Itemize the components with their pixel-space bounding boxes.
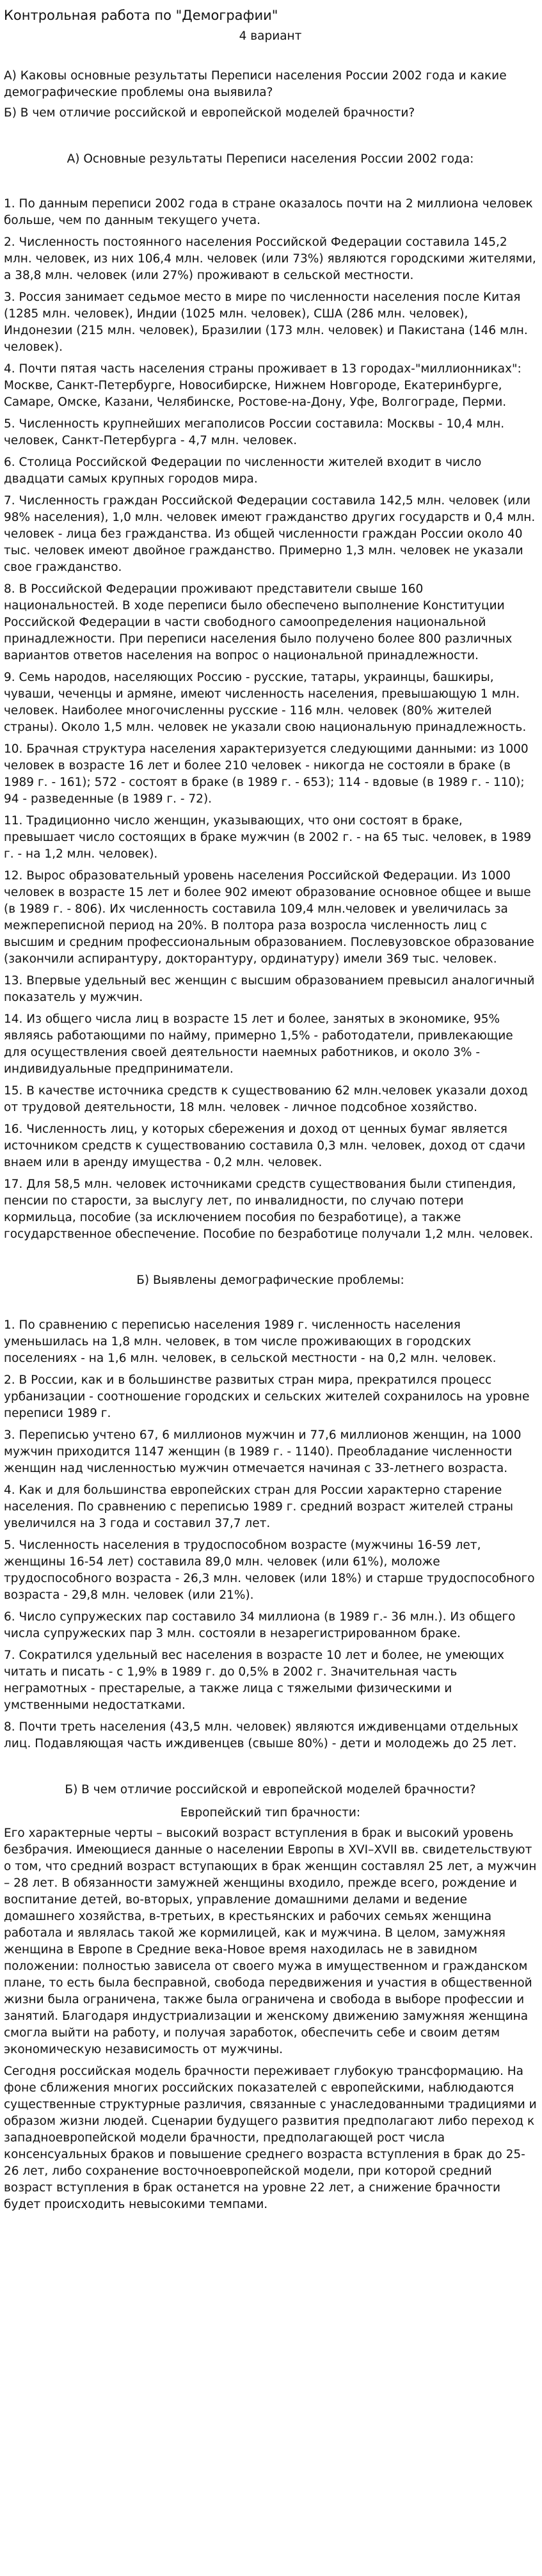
marriage-models-text	[4, 1825, 537, 2213]
problem-item: 2. В России, как и в большинстве развитых стран мира, прекратился процесс урбанизации - соотношение городских и сельских жителей сохранилось на уровне переписи 1989 г.	[4, 1373, 530, 1420]
section-b-problems-heading: Б) Выявлены демографические проблемы:	[136, 1274, 404, 1287]
european-type-subheading: Европейский тип брачности:	[180, 1806, 361, 1820]
document-title: Контрольная работа по "Демографии"	[4, 8, 278, 23]
text-paragraph: Сегодня российская модель брачности переживает глубокую трансформацию. На фоне сближения многих российских показателей с европейскими, наблюдаются существенные структурные различия, связанные с унаследованными традициями и образом жизни людей. Сценарии будущего развития предполагают либо переход к западноевропейской модели брачности, предполагающей рост числа консенсуальных браков и повышение среднего возраста вступления в брак до 25-26 лет, либо сохранение восточноевропейской модели, при которой средний возраст вступления в брак останется на уровне 22 лет, а снижение брачности будет происходить невысокими темпами.	[4, 2065, 537, 2211]
census-result-item: 4. Почти пятая часть населения страны проживает в 13 городах-"миллионниках": Москве, Санкт-Петербурге, Новосибирске, Нижнем Новгороде, Екатеринбурге, Самаре, Омске, Казани, Челябинске, Ростове-на-Дону, Уфе, Волгограде, Перми.	[4, 362, 522, 409]
census-result-item: 2. Численность постоянного населения Российской Федерации составила 145,2 млн. человек, из них 106,4 млн. человек (или 73%) являются городскими жителями, а 38,8 млн. человек (или 27%) проживают в сельской местности.	[4, 236, 536, 282]
problem-item: 5. Численность населения в трудоспособном возрасте (мужчины 16-59 лет, женщины 16-54 лет) составила 89,0 млн. человек (или 61%), моложе трудоспособного возраста - 26,3 млн. человек (или 18%) и старше трудоспособного возраста - 29,8 млн. человек (или 21%).	[4, 1539, 535, 1602]
census-result-item: 13. Впервые удельный вес женщин с высшим образованием превысил аналогичный показатель у мужчин.	[4, 974, 535, 1004]
census-result-item: 7. Численность граждан Российской Федерации составила 142,5 млн. человек (или 98% населения), 1,0 млн. человек имеют гражданство других государств и 0,4 млн. человек - лица без гражданства. Из общей численности граждан России около 40 тыс. человек имеют двойное гражданство. Примерно 1,3 млн. человек не указали свое гражданство.	[4, 494, 536, 574]
problem-item: 8. Почти треть населения (43,5 млн. человек) являются иждивенцами отдельных лиц. Подавляющая часть иждивенцев (свыше 80%) - дети и молодежь до 25 лет.	[4, 1720, 518, 1750]
census-result-item: 14. Из общего числа лиц в возрасте 15 лет и более, занятых в экономике, 95% являясь работающими по найму, примерно 1,5% - работодатели, привлекающие для осуществления своей деятельности наемных работников, и около 3% - индивидуальные предприниматели.	[4, 1012, 513, 1076]
census-result-item: 17. Для 58,5 млн. человек источниками средств существования были стипендия, пенсии по старости, за выслугу лет, по инвалидности, по случаю потери кормильца, пособие (за исключением пособия по безработице), а также государственное обеспечение. Пособие по безработице получали 1,2 млн. человек.	[4, 1178, 534, 1241]
question-b: Б) В чем отличие российской и европейской моделей брачности?	[4, 106, 415, 120]
census-result-item: 10. Брачная структура населения характеризуется следующими данными: из 1000 человек в возрасте 16 лет и более 210 человек - никогда не состояли в браке (в 1989 г. - 161); 572 - состоят в браке (в 1989 г. - 653); 114 - вдовые (в 1989 г. - 110); 94 - разведенные (в 1989 г. - 72).	[4, 742, 529, 806]
variant-label: 4 вариант	[239, 29, 302, 43]
problem-item: 3. Переписью учтено 67, 6 миллионов мужчин и 77,6 миллионов женщин, на 1000 мужчин приходится 1147 женщин (в 1989 г. - 1140). Преобладание численности женщин над численностью мужчин отмечается начиная с 33-летнего возраста.	[4, 1428, 522, 1475]
section-b-models-heading: Б) В чем отличие российской и европейской моделей брачности?	[65, 1783, 476, 1796]
text-paragraph: Его характерные черты – высокий возраст вступления в брак и высокий уровень безбрачия. Имеющиеся данные о населении Европы в XVI–XVII вв. свидетельствуют о том, что средний возраст вступающих в брак женщин составлял 25 лет, а мужчин – 28 лет. В обязанности замужней женщины входило, прежде всего, рождение и воспитание детей, во-вторых, управление домашними делами и ведение домашнего хозяйства, в-третьих, в крестьянских и рабочих семьях женщина работала и являлась такой же кормилицей, как и мужчина. В целом, замужняя женщина в Европе в Средние века-Новое время находилась не в завидном положении: полностью зависела от своего мужа в имущественном и гражданском плане, то есть была бесправной, свобода передвижения и участия в общественной жизни была ограничена, также была ограничена и свобода в выборе профессии и занятий. Благодаря индустриализации и женскому движению замужняя женщина смогла выйти на работу, и получая заработок, обеспечить себе и своим детям экономическую независимость от мужчины.	[4, 1827, 537, 2056]
demographic-problems-list	[4, 1317, 537, 1752]
census-result-item: 8. В Российской Федерации проживают представители свыше 160 национальностей. В ходе переписи было обеспечено выполнение Конституции Российской Федерации в части свободного самоопределения национальной принадлежности. При переписи населения было получено более 800 различных вариантов ответов населения на вопрос о национальной принадлежности.	[4, 582, 513, 662]
census-result-item: 15. В качестве источника средств к существованию 62 млн.человек указали доход от трудовой деятельности, 18 млн. человек - личное подсобное хозяйство.	[4, 1084, 528, 1114]
problem-item: 7. Сократился удельный вес населения в возрасте 10 лет и более, не умеющих читать и писать - с 1,9% в 1989 г. до 0,5% в 2002 г. Значительная часть неграмотных - престарелые, а также лица с тяжелыми физическими и умственными недостатками.	[4, 1649, 504, 1712]
census-result-item: 6. Столица Российской Федерации по численности жителей входит в число двадцати самых крупных городов мира.	[4, 456, 482, 486]
census-result-item: 12. Вырос образовательный уровень населения Российской Федерации. Из 1000 человек в возрасте 15 лет и более 902 имеют образование основное общее и выше (в 1989 г. - 806). Их численность составила 109,4 млн.человек и увеличилась за межпереписной период на 20%. В полтора раза возросла численность лиц с высшим и средним профессиональным образованием. Послевузовское образование (закончили аспирантуру, докторантуру, ординатуру) имели 369 тыс. человек.	[4, 869, 534, 966]
questions-block	[4, 68, 537, 122]
question-a: А) Каковы основные результаты Переписи населения России 2002 года и какие демографические проблемы она выявила?	[4, 69, 507, 99]
problem-item: 1. По сравнению с переписью населения 1989 г. численность населения уменьшилась на 1,8 млн. человек, в том числе проживающих в городских поселениях - на 1,6 млн. человек, в сельской местности - на 0,2 млн. человек.	[4, 1318, 497, 1365]
census-results-list	[4, 196, 537, 1243]
census-result-item: 16. Численность лиц, у которых сбережения и доход от ценных бумаг является источником средств к существованию составила 0,3 млн. человек, доход от сдачи внаем или в аренду имущества - 0,2 млн. человек.	[4, 1123, 526, 1169]
census-result-item: 1. По данным переписи 2002 года в стране оказалось почти на 2 миллиона человек больше, чем по данным текущего учета.	[4, 197, 533, 227]
census-result-item: 3. Россия занимает седьмое место в мире по численности населения после Китая (1285 млн. человек), Индии (1025 млн. человек), США (286 млн. человек), Индонезии (215 млн. человек), Бразилии (173 млн. человек) и Пакистана (146 млн. человек).	[4, 291, 528, 354]
census-result-item: 5. Численность крупнейших мегаполисов России составила: Москвы - 10,4 млн. человек, Санкт-Петербурга - 4,7 млн. человек.	[4, 417, 505, 447]
census-result-item: 11. Традиционно число женщин, указывающих, что они состоят в браке, превышает число состоящих в браке мужчин (в 2002 г. - на 65 тыс. человек, в 1989 г. - на 1,2 млн. человек).	[4, 814, 532, 861]
problem-item: 4. Как и для большинства европейских стран для России характерно старение населения. По сравнению с переписью 1989 г. средний возраст жителей страны увеличился на 3 года и составил 37,7 лет.	[4, 1484, 514, 1530]
section-a-heading: А) Основные результаты Переписи населения России 2002 года:	[67, 152, 474, 166]
problem-item: 6. Число супружеских пар составило 34 миллиона (в 1989 г.- 36 млн.). Из общего числа супружеских пар 3 млн. состояли в незарегистрированном браке.	[4, 1610, 516, 1640]
census-result-item: 9. Семь народов, населяющих Россию - русские, татары, украинцы, башкиры, чуваши, чеченцы и армяне, имеют численность населения, превышающую 1 млн. человек. Наиболее многочисленны русские - 116 млн. человек (80% жителей страны). Около 1,5 млн. человек не указали свою национальную принадлежность.	[4, 671, 527, 734]
